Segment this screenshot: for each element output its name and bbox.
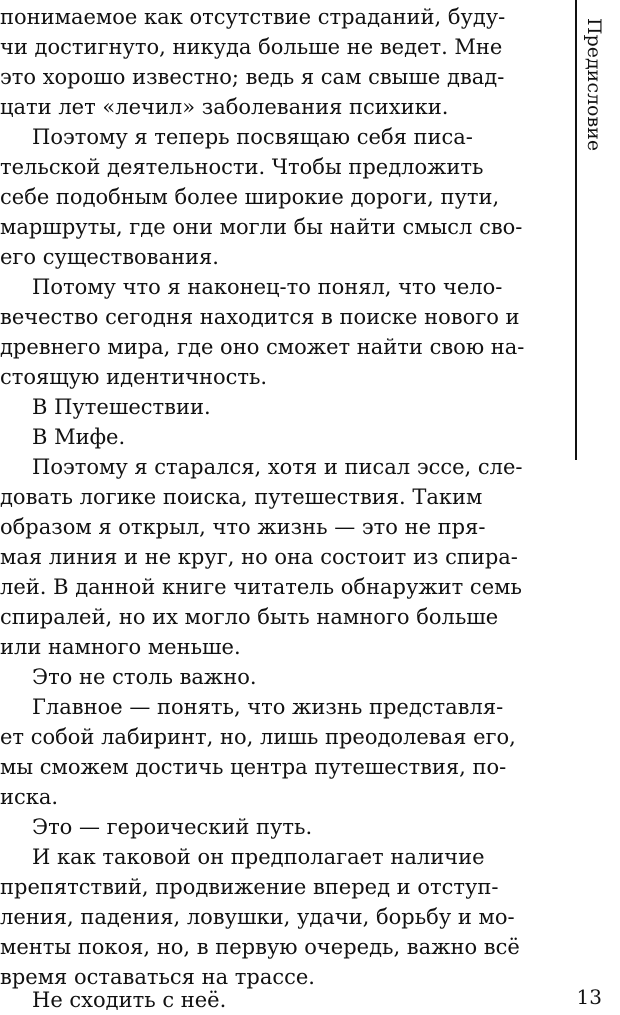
text-line: время оставаться на трассе.: [0, 965, 315, 989]
text-line: вечество сегодня находится в поиске нового и: [0, 305, 520, 329]
text-line: спиралей, но их могло быть намного больше: [0, 605, 499, 629]
text-line: его существования.: [0, 245, 219, 269]
text-line: иска.: [0, 785, 59, 809]
text-line: лей. В данной книге читатель обнаружит семь: [0, 575, 522, 599]
section-title: Предисловие: [583, 18, 605, 152]
text-line: В Путешествии.: [32, 395, 211, 419]
text-line: чи достигнуто, никуда больше не ведет. Мне: [0, 35, 503, 59]
text-line: стоящую идентичность.: [0, 365, 268, 389]
text-line: маршруты, где они могли бы найти смысл сво-: [0, 215, 523, 239]
text-line: В Мифе.: [32, 425, 126, 449]
text-line: это хорошо известно; ведь я сам свыше двад-: [0, 65, 505, 89]
text-line: древнего мира, где оно сможет найти свою на-: [0, 335, 525, 359]
text-line: И как таковой он предполагает наличие: [32, 845, 485, 869]
running-header: [575, 0, 617, 460]
text-line: Поэтому я теперь посвящаю себя писа-: [32, 125, 473, 149]
text-line: тельской деятельности. Чтобы предложить: [0, 155, 484, 179]
text-line: Потому что я наконец-то понял, что чело-: [32, 275, 503, 299]
text-line: Поэтому я старался, хотя и писал эссе, сле-: [32, 455, 523, 479]
text-line: Не сходить с неё.: [32, 988, 227, 1012]
text-line: или намного меньше.: [0, 635, 241, 659]
text-line: препятствий, продвижение вперед и отступ-: [0, 875, 499, 899]
text-line: Это — героический путь.: [32, 815, 313, 839]
text-line: образом я открыл, что жизнь — это не пря-: [0, 515, 486, 539]
text-line: ет собой лабиринт, но, лишь преодолевая его,: [0, 725, 516, 749]
text-line: цати лет «лечил» заболевания психики.: [0, 95, 449, 119]
text-line: довать логике поиска, путешествия. Таким: [0, 485, 483, 509]
text-line: ления, падения, ловушки, удачи, борьбу и мо-: [0, 905, 515, 929]
text-line: Главное — понять, что жизнь представля-: [32, 695, 504, 719]
text-line: Это не столь важно.: [32, 665, 257, 689]
text-line: менты покоя, но, в первую очередь, важно всё: [0, 935, 520, 959]
page-number: 13: [576, 985, 602, 1009]
text-line: понимаемое как отсутствие страданий, буду-: [0, 5, 506, 29]
text-line: мая линия и не круг, но она состоит из спира-: [0, 545, 518, 569]
text-line: мы сможем достичь центра путешествия, по-: [0, 755, 507, 779]
text-line: себе подобным более широкие дороги, пути,: [0, 185, 500, 209]
